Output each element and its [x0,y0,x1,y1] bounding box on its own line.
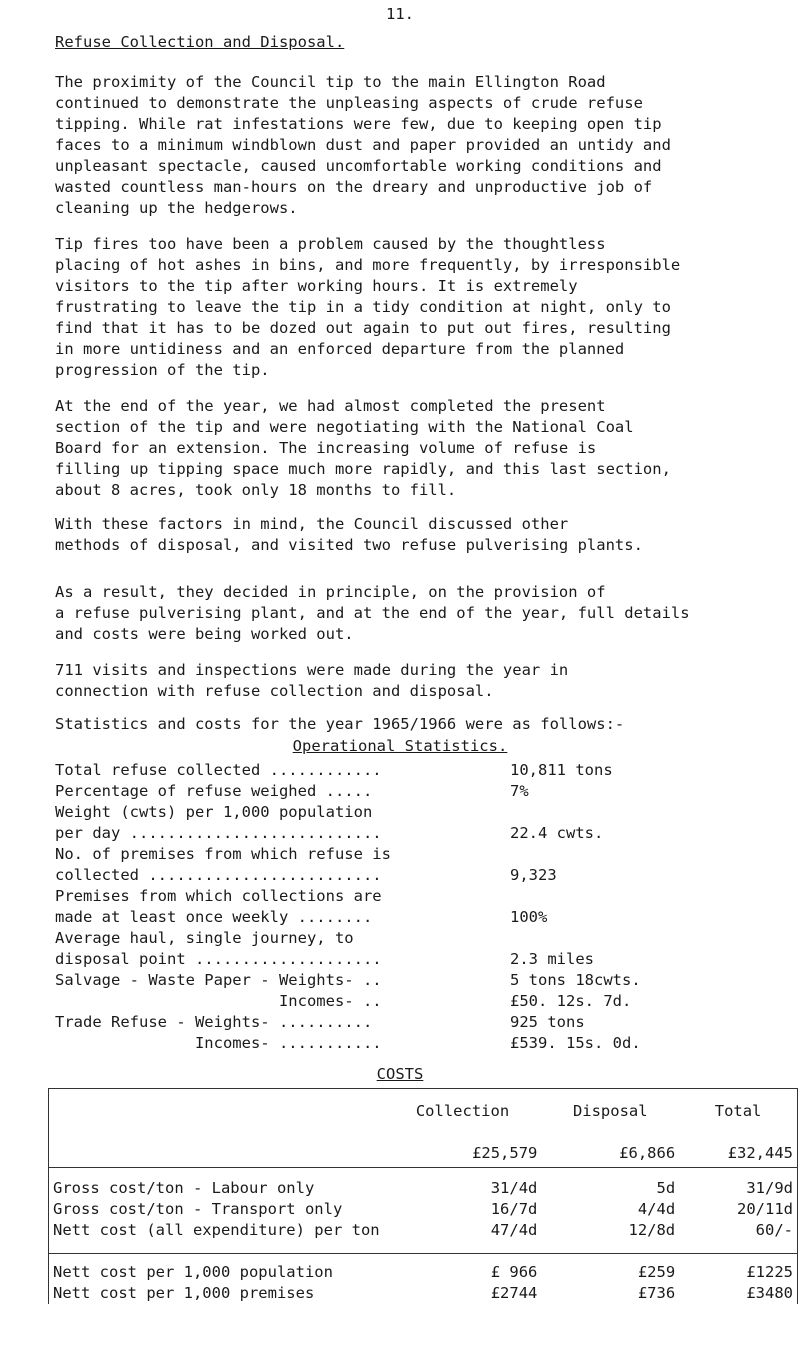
header-total: Total [679,1089,797,1138]
row-label: Nett cost per 1,000 premises [49,1283,384,1304]
stat-row: Incomes- .. £50. 12s. 7d. [55,992,632,1010]
costs-title: COSTS [376,1065,424,1083]
stat-row: made at least once weekly ........ 100% [55,908,548,926]
paragraph-tip-proximity: The proximity of the Council tip to the main Ellington Road continued to demonstrate the unpleasing aspects of crude refuse tipping. While rat infestations were few, due to keeping open tip faces to a minimum windblown dust and paper provided an untidy and unpleasant spectacle, caused uncomfortable working conditions and wasted countless man-hours on the dreary and unproductive job of cleaning up the hedgerows. [55,73,671,217]
table-row: Gross cost/ton - Labour only 31/4d 5d 31/9d [49,1168,798,1200]
paragraph-statistics-intro: Statistics and costs for the year 1965/1966 were as follows:- [55,715,625,733]
total-total: £32,445 [679,1137,797,1168]
table-row: Nett cost per 1,000 premises £2744 £736 £3480 [49,1283,798,1304]
row-label: Nett cost per 1,000 population [49,1254,384,1284]
stat-row: Average haul, single journey, to [55,929,354,947]
paragraph-tip-fires: Tip fires too have been a problem caused by the thoughtless placing of hot ashes in bins, and more frequently, by irresponsible visitors to the tip after working hours. It is extremely frustrating to leave the tip in a tidy condition at night, only to find that it has to be dozed out again to put out fires, resulting in more untidiness and an enforced departure from the planned progression of the tip. [55,235,681,379]
table-row: Nett cost per 1,000 population £ 966 £259 £1225 [49,1254,798,1284]
row-label: Gross cost/ton - Transport only [49,1199,384,1220]
total-collection: £25,579 [384,1137,542,1168]
stat-row: disposal point .................... 2.3 miles [55,950,594,968]
row-label: Gross cost/ton - Labour only [49,1168,384,1200]
stat-row: per day ........................... 22.4 cwts. [55,824,604,842]
page-number: 11. [386,5,414,23]
paragraph-pulverising-plant: As a result, they decided in principle, on the provision of a refuse pulverising plant, and at the end of the year, full details and costs were being worked out. [55,583,690,643]
stat-row: Salvage - Waste Paper - Weights- .. 5 tons 18cwts. [55,971,641,989]
stat-row: Premises from which collections are [55,887,382,905]
costs-totals-row [49,1137,798,1168]
operational-statistics-title: Operational Statistics. [292,737,508,755]
costs-table [48,1088,798,1304]
paragraph-tip-extension: At the end of the year, we had almost completed the present section of the tip and were negotiating with the National Coal Board for an extension. The increasing volume of refuse is filling up tipping space much more rapidly, and this last section, about 8 acres, took only 18 months to fill. [55,397,671,499]
table-row: Nett cost (all expenditure) per ton 47/4d 12/8d 60/- [49,1220,798,1254]
stat-row: Weight (cwts) per 1,000 population [55,803,373,821]
stat-row: No. of premises from which refuse is [55,845,391,863]
header-collection: Collection [384,1089,542,1138]
paragraph-visits: 711 visits and inspections were made during the year in connection with refuse collection and disposal. [55,661,569,700]
paragraph-disposal-methods: With these factors in mind, the Council discussed other methods of disposal, and visited two refuse pulverising plants. [55,515,643,554]
header-disposal: Disposal [541,1089,679,1138]
section-heading: Refuse Collection and Disposal. [55,33,345,51]
stat-row: Percentage of refuse weighed ..... 7% [55,782,529,800]
operational-statistics-list [55,760,755,1054]
table-row: Gross cost/ton - Transport only 16/7d 4/4d 20/11d [49,1199,798,1220]
stat-row: collected ......................... 9,323 [55,866,557,884]
stat-row: Trade Refuse - Weights- .......... 925 tons [55,1013,585,1031]
row-label: Nett cost (all expenditure) per ton [49,1220,384,1254]
stat-row: Total refuse collected ............ 10,811 tons [55,761,613,779]
total-disposal: £6,866 [541,1137,679,1168]
costs-header-row [49,1089,798,1138]
stat-row: Incomes- ........... £539. 15s. 0d. [55,1034,641,1052]
